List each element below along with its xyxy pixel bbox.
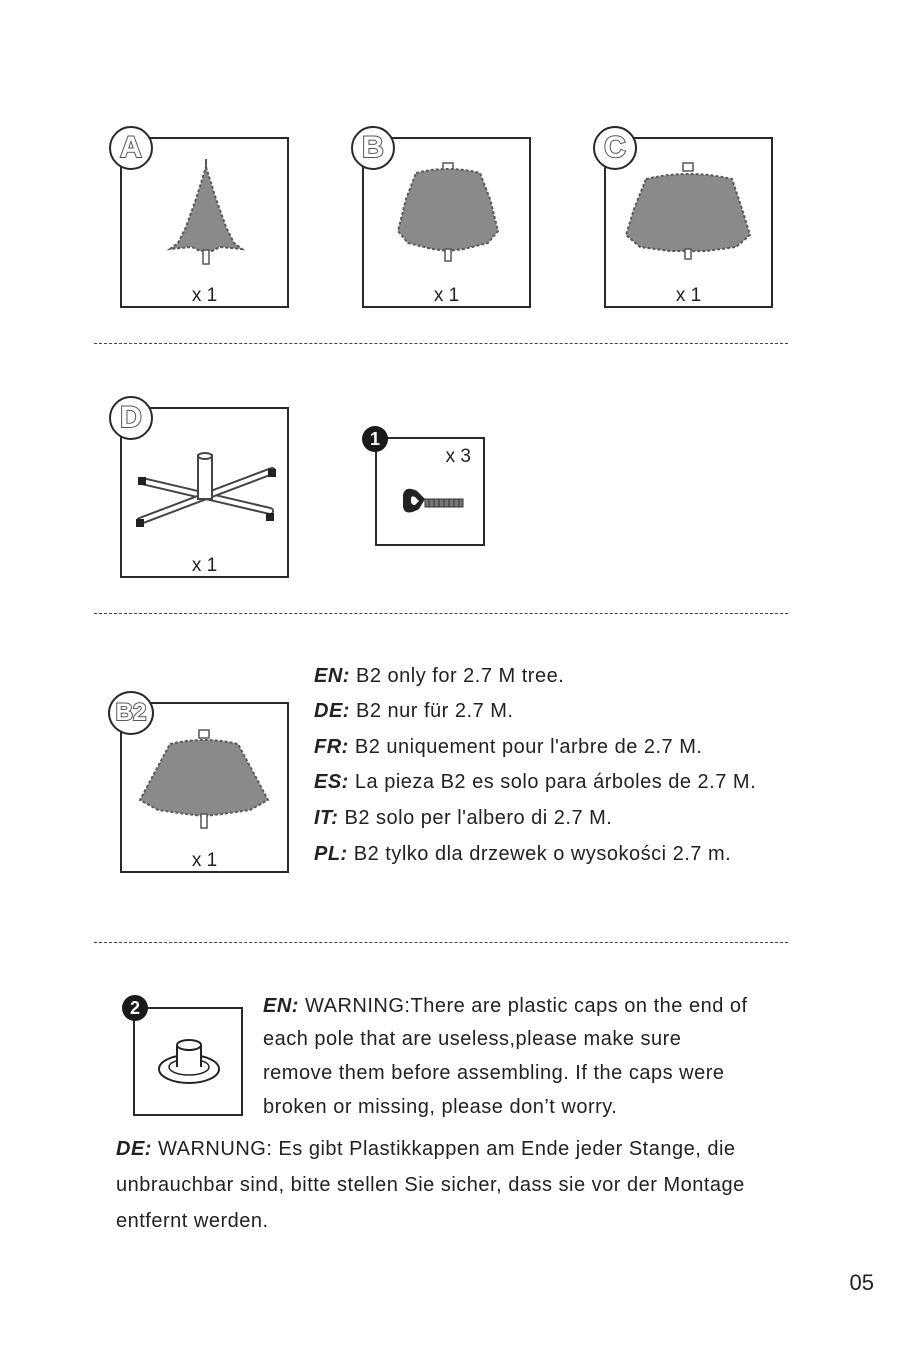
hardware-1-box [375, 437, 485, 546]
b2-note-en: EN: B2 only for 2.7 M tree. [314, 665, 565, 687]
warning-de-line-1: DE: WARNUNG: Es gibt Plastikkappen am Ende jeder Stange, die [116, 1138, 736, 1160]
warning-en-line-2: each pole that are useless,please make sure [263, 1028, 682, 1050]
page-number: 05 [849, 1270, 874, 1295]
part-b2-badge: B2 [108, 691, 154, 735]
warning-en-line-1: EN: WARNING:There are plastic caps on the end of [263, 995, 748, 1017]
hardware-1-badge: 1 [362, 426, 388, 452]
b2-note-de: DE: B2 nur für 2.7 M. [314, 700, 514, 722]
plastic-cap-icon [135, 1009, 245, 1118]
section-divider [94, 613, 788, 614]
warning-en-line-3: remove them before assembling. If the caps were [263, 1062, 725, 1084]
b2-note-it: IT: B2 solo per l'albero di 2.7 M. [314, 807, 613, 829]
section-divider [94, 343, 788, 344]
part-b-badge: B [351, 126, 395, 170]
part-b-qty: x 1 [433, 285, 460, 306]
part-d-badge: D [109, 396, 153, 440]
hardware-1-qty: x 3 [445, 446, 471, 467]
warning-de-line-3: entfernt werden. [116, 1210, 269, 1232]
warning-de-line-2: unbrauchbar sind, bitte stellen Sie sicher, dass sie vor der Montage [116, 1174, 745, 1196]
part-c-qty: x 1 [675, 285, 702, 306]
b2-note-fr: FR: B2 uniquement pour l'arbre de 2.7 M. [314, 736, 703, 758]
part-c-badge: C [593, 126, 637, 170]
part-a-qty: x 1 [191, 285, 218, 306]
part-b2-qty: x 1 [191, 850, 218, 871]
warning-en-line-4: broken or missing, please don’t worry. [263, 1096, 618, 1118]
screw-bolt-icon [377, 439, 487, 548]
b2-note-es: ES: La pieza B2 es solo para árboles de 2.7 M. [314, 771, 757, 793]
hardware-2-badge: 2 [122, 995, 148, 1021]
b2-note-pl: PL: B2 tylko dla drzewek o wysokości 2.7 m. [314, 843, 732, 865]
hardware-2-box [133, 1007, 243, 1116]
part-d-qty: x 1 [191, 555, 218, 576]
section-divider [94, 942, 788, 943]
part-a-badge: A [109, 126, 153, 170]
